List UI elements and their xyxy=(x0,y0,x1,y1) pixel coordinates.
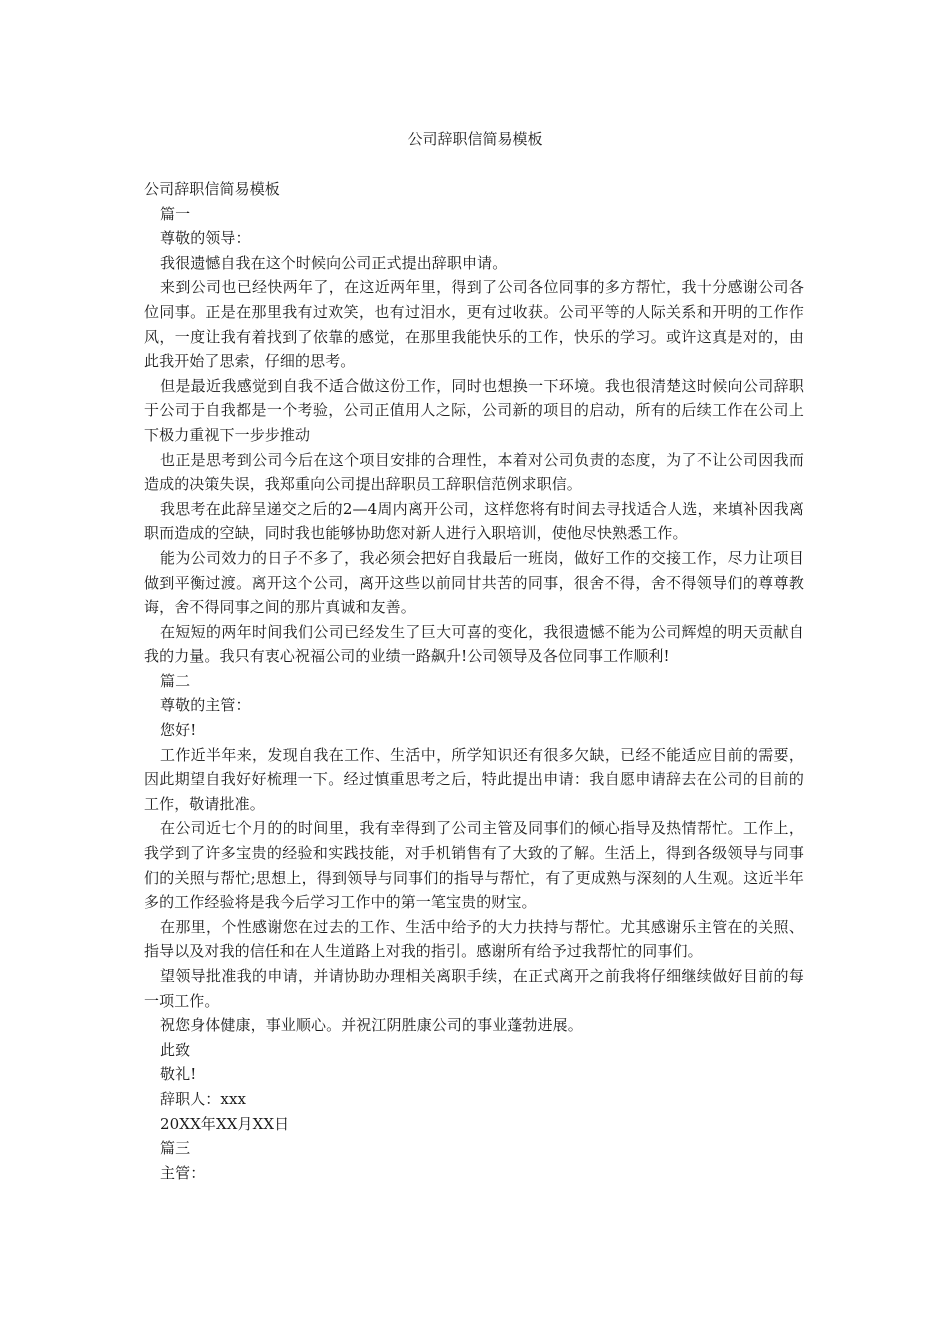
paragraph: 在公司近七个月的的时间里，我有幸得到了公司主管及同事们的倾心指导及热情帮忙。工作上，我学到了许多宝贵的经验和实践技能，对手机销售有了大致的了解。生活上，得到各级领导与同事们的关照与帮忙;思想上，得到领导与同事们的指导与帮忙，有了更成熟与深刻的人生观。这近半年多的工作经验将是我今后学习工作中的第一笔宝贵的财宝。 xyxy=(144,819,804,912)
closing: 此致 xyxy=(160,1040,191,1059)
salutation: 尊敬的领导： xyxy=(160,229,251,248)
salutation: 主管： xyxy=(160,1163,206,1182)
paragraph: 但是最近我感觉到自我不适合做这份工作，同时也想换一下环境。我也很清楚这时候向公司辞职于公司于自我都是一个考验，公司正值用人之际，公司新的项目的启动，所有的后续工作在公司上下极力重视下一步步推动 xyxy=(144,376,804,444)
signature-line: 辞职人：xxx xyxy=(160,1089,247,1108)
paragraph: 我很遗憾自我在这个时候向公司正式提出辞职申请。 xyxy=(160,253,508,272)
section-label-1: 篇一 xyxy=(160,204,191,223)
greeting: 您好! xyxy=(160,721,197,740)
date-line: 20XX年XX月XX日 xyxy=(160,1114,290,1133)
paragraph: 工作近半年来，发现自我在工作、生活中，所学知识还有很多欠缺，已经不能适应目前的需要，因此期望自我好好梳理一下。经过慎重思考之后，特此提出申请：我自愿申请辞去在公司的目前的工作，敬请批准。 xyxy=(144,745,804,813)
paragraph-heading: 公司辞职信简易模板 xyxy=(144,180,280,198)
paragraph: 我思考在此辞呈递交之后的2—4周内离开公司，这样您将有时间去寻找适合人选，来填补因我离职而造成的空缺，同时我也能够协助您对新人进行入职培训，使他尽快熟悉工作。 xyxy=(144,499,804,543)
document-title: 公司辞职信简易模板 xyxy=(407,130,543,148)
paragraph: 来到公司也已经快两年了，在这近两年里，得到了公司各位同事的多方帮忙，我十分感谢公司各位同事。正是在那里我有过欢笑，也有过泪水，更有过收获。公司平等的人际关系和开明的工作作风，一度让我有着找到了依靠的感觉，在那里我能快乐的工作，快乐的学习。或许这真是对的，由此我开始了思索，仔细的思考。 xyxy=(144,278,804,371)
document-body xyxy=(144,177,804,1185)
paragraph: 能为公司效力的日子不多了，我必须会把好自我最后一班岗，做好工作的交接工作，尽力让项目做到平衡过渡。离开这个公司，离开这些以前同甘共苦的同事，很舍不得，舍不得领导们的尊尊教诲，舍不得同事之间的那片真诚和友善。 xyxy=(144,548,804,617)
paragraph: 望领导批准我的申请，并请协助办理相关离职手续，在正式离开之前我将仔细继续做好目前的每一项工作。 xyxy=(144,967,804,1010)
paragraph: 也正是思考到公司今后在这个项目安排的合理性，本着对公司负责的态度，为了不让公司因我而造成的决策失误，我郑重向公司提出辞职员工辞职信范例求职信。 xyxy=(144,450,804,494)
paragraph: 在短短的两年时间我们公司已经发生了巨大可喜的变化，我很遗憾不能为公司辉煌的明天贡献自我的力量。我只有衷心祝福公司的业绩一路飙升!公司领导及各位同事工作顺利! xyxy=(144,622,804,666)
section-label-3: 篇三 xyxy=(160,1139,191,1158)
closing: 敬礼! xyxy=(160,1065,197,1084)
salutation: 尊敬的主管： xyxy=(160,696,251,715)
paragraph: 祝您身体健康，事业顺心。并祝江阴胜康公司的事业蓬勃进展。 xyxy=(160,1016,583,1035)
paragraph: 在那里，个性感谢您在过去的工作、生活中给予的大力扶持与帮忙。尤其感谢乐主管在的关照、指导以及对我的信任和在人生道路上对我的指引。感谢所有给予过我帮忙的同事们。 xyxy=(144,917,804,961)
section-label-2: 篇二 xyxy=(160,671,191,690)
